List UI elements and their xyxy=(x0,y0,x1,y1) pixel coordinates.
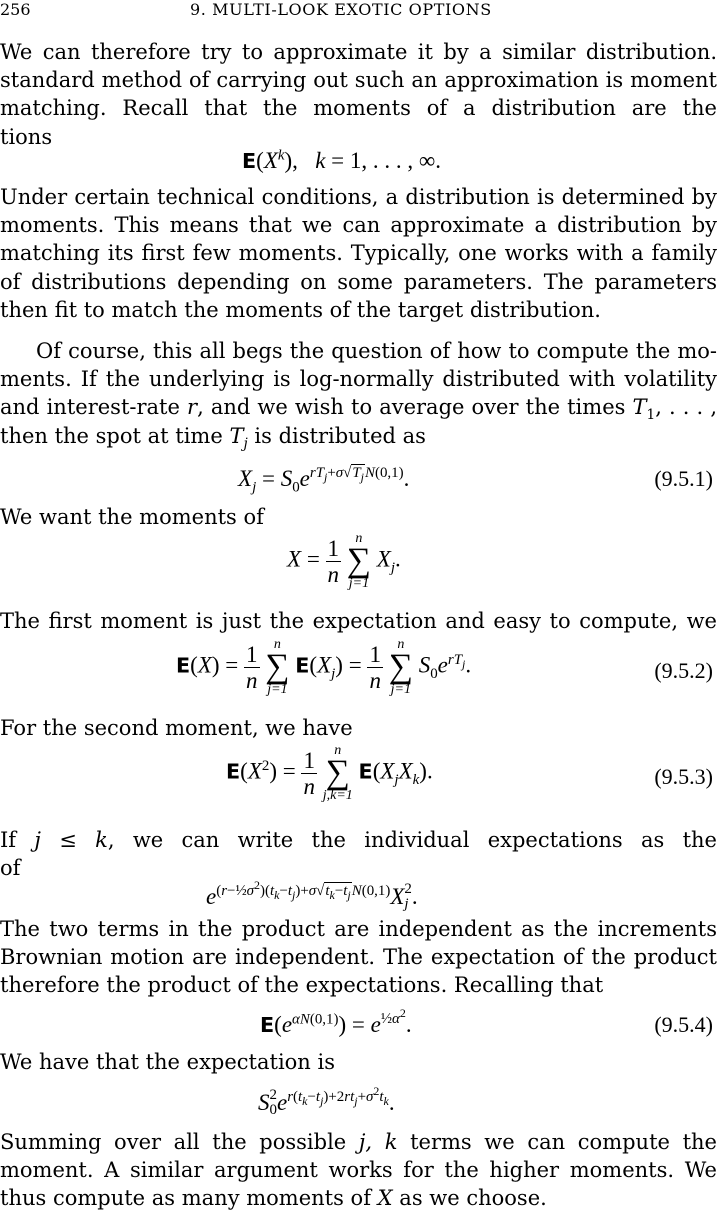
text-line: The first moment is just the expectation and easy to compute, we xyxy=(0,609,717,633)
text-line: of xyxy=(0,856,21,881)
text-line: We can therefore try to approximate it by a similar distribution. xyxy=(0,40,717,64)
text-line: matching its first few moments. Typically, one works with a family xyxy=(0,241,717,266)
equation-9-5-1: $X_j = S_0e^{rT_j+\sigma√T_jN(0,1)}$. (9.5.1) xyxy=(238,465,713,496)
text-line: then the spot at time $T_j$ is distributed as xyxy=(0,423,426,452)
equation-expectation: S 2 0 $e^{r(t_k-t_j)+2rt_j+\sigma^2t_k}$. xyxy=(258,1084,395,1118)
text-line: of distributions depending on some parameters. The parameters xyxy=(0,269,717,294)
text-line: then fit to match the moments of the target distribution. xyxy=(0,297,601,322)
paragraph-8 xyxy=(0,915,717,1000)
equation-9-5-4: $E(e^{\alpha N(0,1)}) = e^{\frac{1}{2}\alpha^2}$. (9.5.4) xyxy=(260,1006,713,1037)
paragraph-4 xyxy=(0,503,717,531)
text-line: thus compute as many moments of X as we choose. xyxy=(0,1186,547,1211)
page-number: 256 xyxy=(0,0,31,19)
paragraph-9 xyxy=(0,1048,717,1076)
equation-moments: $E(X^k)$, k = 1, . . . , ∞. xyxy=(242,147,442,173)
text-line: Brownian motion are independent. The expectation of the product xyxy=(0,945,717,970)
text-line: ments. If the underlying is log-normally distributed with volatility xyxy=(0,367,717,392)
text-line: Summing over all the possible j, k terms we can compute the xyxy=(0,1130,717,1154)
text-line: and interest-rate r, and we wish to average over the times $T_1$, . . . , xyxy=(0,395,717,422)
text-line: moment. A similar argument works for the higher moments. We xyxy=(0,1158,717,1183)
running-header xyxy=(0,0,717,20)
paragraph-3 xyxy=(0,337,717,450)
text-line: If j ≤ k, we can write the individual expectations as the xyxy=(0,828,717,852)
text-line: We want the moments of xyxy=(0,505,264,529)
equation-average: X = $\frac{1}{n}$ n ∑ j=1 $X_j$. xyxy=(287,531,401,591)
text-line: moments. This means that we can approximate a distribution by xyxy=(0,213,717,238)
running-title: 9. MULTI-LOOK EXOTIC OPTIONS xyxy=(190,0,492,19)
text-line: Of course, this all begs the question of how to compute the mo- xyxy=(36,339,717,363)
equation-number: (9.5.3) xyxy=(654,764,713,789)
text-line: therefore the product of the expectations. Recalling that xyxy=(0,973,604,998)
equation-9-5-3: $E(X^2)$ = $\frac{1}{n}$ n ∑ j,k=1 $E(X_jX_k)$. (9.5.3) xyxy=(226,743,713,803)
equation-9-5-2: E(X) = $\frac{1}{n}$ n ∑ j=1 $E(X_j)$ = $\frac{1}{n}$ n ∑ j=1 $S_0e^{rT_j}$. (9.5.2) xyxy=(176,637,713,697)
equation-number: (9.5.2) xyxy=(654,658,713,683)
text-line: For the second moment, we have xyxy=(0,716,353,740)
text-line: matching. Recall that the moments of a distribution are the xyxy=(0,96,717,121)
text-line: standard method of carrying out such an approximation is moment xyxy=(0,68,717,93)
equation-number: (9.5.1) xyxy=(654,466,713,491)
equation-product: $e^{(r-\frac{1}{2}\sigma^2)(t_k-t_j)+\sigma√t_k-t_jN(0,1)}X$ 2 j . xyxy=(206,878,418,912)
paragraph-6 xyxy=(0,714,717,742)
equation-number: (9.5.4) xyxy=(654,1012,713,1037)
paragraph-5 xyxy=(0,607,717,635)
text-line: Under certain technical conditions, a distribution is determined by xyxy=(0,185,717,209)
text-line: tions xyxy=(0,124,53,149)
paragraph-7 xyxy=(0,826,717,882)
paragraph-10 xyxy=(0,1128,717,1213)
paragraph-2 xyxy=(0,183,717,324)
text-line: The two terms in the product are independent as the increments xyxy=(0,917,717,941)
paragraph-1 xyxy=(0,38,717,151)
text-line: We have that the expectation is xyxy=(0,1050,336,1074)
